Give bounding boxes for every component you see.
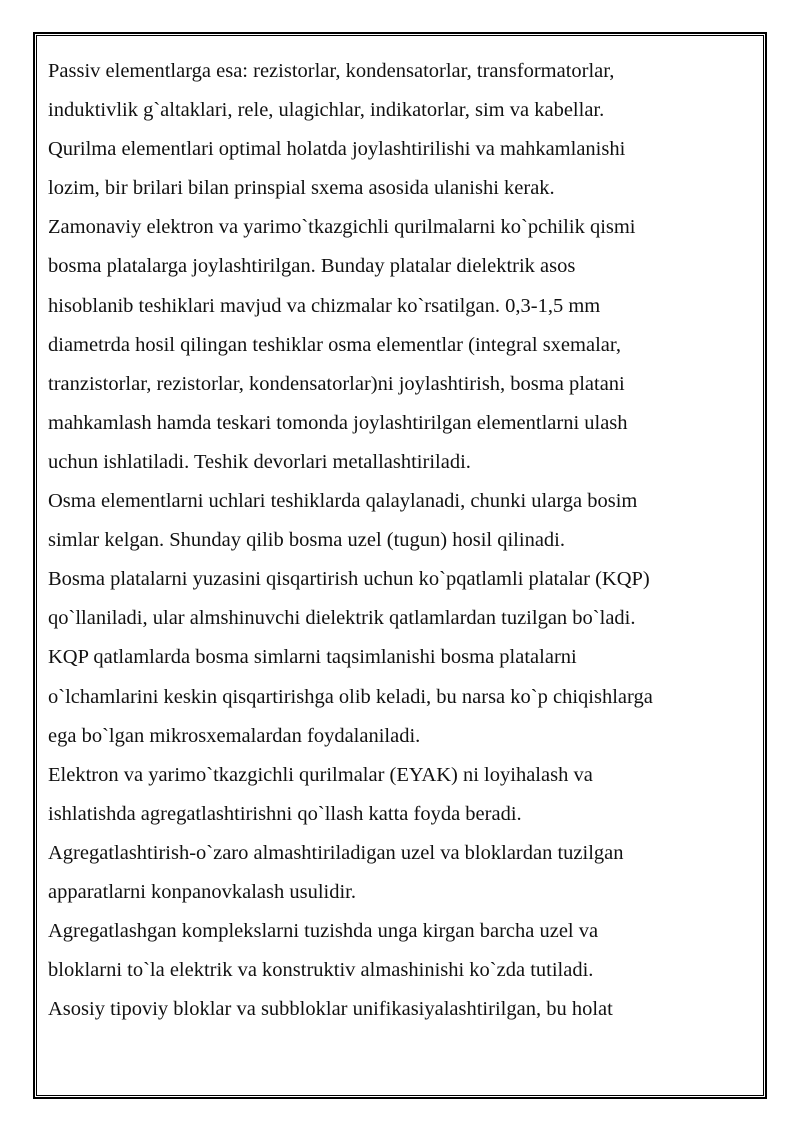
text-line: Elektron va yarimo`tkazgichli qurilmalar (EYAK) ni loyihalash va [48, 763, 593, 786]
text-line: tranzistorlar, rezistorlar, kondensatorlar)ni joylashtirish, bosma platani [48, 372, 625, 395]
text-line: uchun ishlatiladi. Teshik devorlari metallashtiriladi. [48, 450, 471, 473]
text-line: Zamonaviy elektron va yarimo`tkazgichli qurilmalarni ko`pchilik qismi [48, 216, 636, 239]
text-line: Osma elementlarni uchlari teshiklarda qalaylanadi, chunki ularga bosim [48, 490, 638, 513]
text-line: hisoblanib teshiklari mavjud va chizmalar ko`rsatilgan. 0,3-1,5 mm [48, 294, 601, 317]
text-line: bloklarni to`la elektrik va konstruktiv almashinishi ko`zda tutiladi. [48, 959, 594, 982]
text-line: KQP qatlamlarda bosma simlarni taqsimlanishi bosma platalarni [48, 646, 577, 669]
text-line: ega bo`lgan mikrosxemalardan foydalaniladi. [48, 724, 421, 747]
text-line: mahkamlash hamda teskari tomonda joylashtirilgan elementlarni ulash [48, 411, 628, 434]
text-line: o`lchamlarini keskin qisqartirishga olib keladi, bu narsa ko`p chiqishlarga [48, 685, 653, 708]
text-line: bosma platalarga joylashtirilgan. Bunday platalar dielektrik asos [48, 255, 576, 278]
text-line: Agregatlashgan komplekslarni tuzishda unga kirgan barcha uzel va [48, 920, 599, 943]
text-line: Passiv elementlarga esa: rezistorlar, kondensatorlar, transformatorlar, [48, 60, 615, 82]
text-line: simlar kelgan. Shunday qilib bosma uzel (tugun) hosil qilinadi. [48, 529, 565, 552]
text-line: lozim, bir brilari bilan prinspial sxema asosida ulanishi kerak. [48, 177, 555, 200]
text-line: Bosma platalarni yuzasini qisqartirish uchun ko`pqatlamli platalar (KQP) [48, 568, 650, 591]
text-line: Agregatlashtirish-o`zaro almashtiriladigan uzel va bloklardan tuzilgan [48, 841, 624, 864]
text-line: Asosiy tipoviy bloklar va subbloklar unifikasiyalashtirilgan, bu holat [48, 998, 613, 1021]
text-line: diametrda hosil qilingan teshiklar osma elementlar (integral sxemalar, [48, 333, 621, 356]
text-line: induktivlik g`altaklari, rele, ulagichlar, indikatorlar, sim va kabellar. [48, 99, 605, 122]
text-line: ishlatishda agregatlashtirishni qo`llash katta foyda beradi. [48, 802, 522, 825]
text-line: qo`llaniladi, ular almshinuvchi dielektrik qatlamlardan tuzilgan bo`ladi. [48, 607, 636, 630]
document-body [48, 52, 760, 1029]
text-line: Qurilma elementlari optimal holatda joylashtirilishi va mahkamlanishi [48, 138, 626, 161]
text-line: apparatlarni konpanovkalash usulidir. [48, 880, 356, 903]
